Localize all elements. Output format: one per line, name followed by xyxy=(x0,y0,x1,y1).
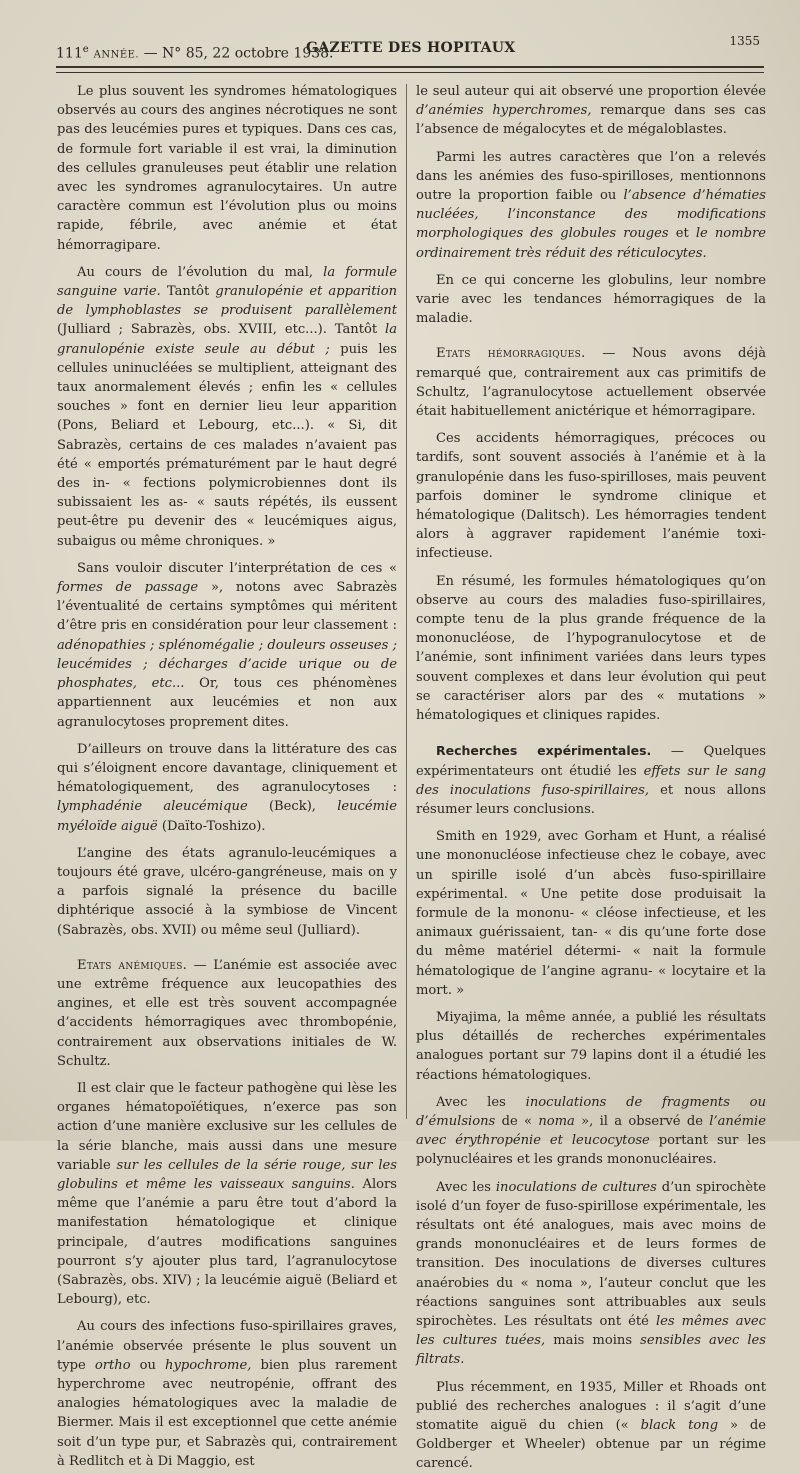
paragraph: Miyajima, la même année, a publié les résultats plus détaillés de recherches expérimentales analogues portant sur 79 lapins dont il a étudié les réactions hématologiques. xyxy=(416,1009,766,1083)
paragraph: Il est clair que le facteur pathogène qui lèse les organes hématopoïétiques, n’exerce pas son action d’une manière exclusive sur les cellules de la série blanche, mais aussi dans une mesure variable sur les cellules de la série rouge, sur les globulins et même les vaisseaux sanguins. Alors même que l’anémie a paru être tout d’abord la manifestation hématologique et clinique principale, d’autres modifications sanguines pourront s’y ajouter plus tard, l’agranulocytose (Sabrazès, obs. XIV) ; la leucémie aiguë (Beliard et Lebourg), etc. xyxy=(57,1080,397,1308)
header-rule-thin xyxy=(56,72,764,73)
paragraph: Ces accidents hémorragiques, précoces ou tardifs, sont souvent associés à l’anémie et à la granulopénie dans les fuso-spirilloses, mais peuvent parfois dominer le syndrome clinique et hématologique (Dalitsch). Les hémorragies tendent alors à aggraver rapidement l’anémie toxi-infectieuse. xyxy=(416,431,766,562)
paragraph: Smith en 1929, avec Gorham et Hunt, a réalisé une mononucléose infectieuse chez le cobaye, avec un spirille isolé d’un abcès fuso-spirillaire expérimental. « Une petite dose produisait la formule de la mononu- « cléose infectieuse, et les animaux guérissaient, tan- « dis qu’une forte dose du même matériel détermi- « nait la formule hématologique de l’angine agranu- « locytaire et la mort. » xyxy=(416,829,766,998)
left-column xyxy=(57,82,397,1471)
column-divider xyxy=(406,84,407,1119)
paragraph: le seul auteur qui ait observé une proportion élevée d’anémies hyperchromes, remarque dans ses cas l’absence de mégalocytes et de mégaloblastes. xyxy=(416,84,766,138)
journal-title: GAZETTE DES HOPITAUX xyxy=(306,40,516,56)
paragraph: Avec les inoculations de fragments ou d’émulsions de « noma », il a observé de l’anémie avec érythropénie et leucocytose portant sur les polynucléaires et les grands mononucléaires. xyxy=(416,1094,766,1168)
issue-word: ANNÉE. xyxy=(93,49,140,61)
section-paragraph: Etats anémiques. — L’anémie est associée avec une extrême fréquence aux leucopathies des angines, et elle est très souvent accompagnée d’accidents hémorragiques avec thrombopénie, contrairement aux observations initiales de W. Schultz. xyxy=(57,957,397,1069)
section-heading: Etats hémorragiques. xyxy=(436,346,586,362)
paragraph: En ce qui concerne les globulins, leur nombre varie avec les tendances hémorragiques de la maladie. xyxy=(416,272,766,327)
paragraph: En résumé, les formules hématologiques qu’on observe au cours des maladies fuso-spirillaires, compte tenu de la plus grande fréquence de la mononucléose, de l’hypogranulocytose et de l’anémie, sont infiniment variées dans leurs types souvent complexes et dans leur évolution qui peut se caractériser alors par des « mutations » hématologiques et cliniques rapides. xyxy=(416,573,766,724)
section-heading: Recherches expérimentales. xyxy=(436,743,652,759)
issue-number: 111 xyxy=(56,45,83,62)
paragraph: Au cours de l’évolution du mal, la formule sanguine varie. Tantôt granulopénie et apparition de lymphoblastes se produisent parallèlement (Julliard ; Sabrazès, obs. XVIII, etc...). Tantôt la granulopénie existe seule au début ; puis les cellules uninucléées se multiplient, atteignant des taux anormalement élevés ; enfin les « cellules souches » font en dernier lieu leur apparition (Pons, Beliard et Lebourg, etc...). « Si, dit Sabrazès, certains de ces malades n’avaient pas été « emportés prématurément par le haut degré des in- « fections polymicrobiennes dont ils subissaient les as- « sauts répétés, ils eussent peut-être pu devenir des « leucémiques aigus, subaigus ou même chroniques. » xyxy=(57,264,398,549)
header-rule-thick xyxy=(56,66,764,68)
section-heading: Etats anémiques. xyxy=(77,957,188,973)
paragraph: Au cours des infections fuso-spirillaires graves, l’anémie observée présente le plus souvent un type ortho ou hypochrome, bien plus rarement hyperchrome avec neutropénie, offrant des analogies hématologiques avec la maladie de Biermer. Mais il est exceptionnel que cette anémie soit d’un type pur, et Sabrazès qui, contrairement à Redlitch et à Di Maggio, est xyxy=(57,1319,397,1469)
page-header xyxy=(56,34,760,64)
issue-info xyxy=(56,44,334,62)
paragraph: Avec les inoculations de cultures d’un spirochète isolé d’un foyer de fuso-spirillose expérimentale, les résultats ont été analogues, mais avec moins de grands mononucléaires et de leurs formes de transition. Des inoculations de diverses cultures anaérobies du « noma », l’auteur conclut que les réactions sanguines sont attribuables aux seuls spirochètes. Les résultats ont été les mêmes avec les cultures tuées, mais moins sensibles avec les filtrats. xyxy=(416,1179,766,1368)
issue-date: — N° 85, 22 octobre 1938. xyxy=(143,45,334,62)
paragraph: Plus récemment, en 1935, Miller et Rhoads ont publié des recherches analogues : il s’agit d’une stomatite aiguë du chien (« black tong » de Goldberger et Wheeler) obtenue par un régime carencé. xyxy=(416,1379,766,1472)
paragraph: Parmi les autres caractères que l’on a relevés dans les anémies des fuso-spirilloses, mentionnons outre la proportion faible ou l’absence d’hématies nucléées, l’inconstance des modifications morphologiques des globules rouges et le nombre ordinairement très réduit des réticulocytes. xyxy=(416,149,766,261)
issue-superscript: e xyxy=(82,44,90,55)
paragraph: L’angine des états agranulo-leucémiques a toujours été grave, ulcéro-gangréneuse, mais on y a parfois signalé la présence du bacille diphtérique associé à la symbiose de Vincent (Sabrazès, obs. XVII) ou même seul (Julliard). xyxy=(57,845,397,938)
paragraph: Sans vouloir discuter l’interprétation de ces « formes de passage », notons avec Sabrazès l’éventualité de certains symptômes qui méritent d’être pris en considération pour leur classement : adénopathies ; splénomégalie ; douleurs osseuses ; leucémides ; décharges d’acide urique ou de phosphates, etc... Or, tous ces phénomènes appartiennent aux leucémies et non aux agranulocytoses proprement dites. xyxy=(57,560,397,730)
right-column xyxy=(416,82,766,1474)
paragraph: D’ailleurs on trouve dans la littérature des cas qui s’éloignent encore davantage, cliniquement et hématologiquement, des agranulocytoses : lymphadénie aleucémique (Beck), leucémie myéloïde aiguë (Daïto-Toshizo). xyxy=(57,741,397,834)
section-paragraph: Etats hémorragiques. — Nous avons déjà remarqué que, contrairement aux cas primitifs de Schultz, l’agranulocytose actuellement observée était habituellement anictérique et hémorragipare. xyxy=(416,346,767,420)
page-number: 1355 xyxy=(729,34,760,48)
paragraph: Le plus souvent les syndromes hématologiques observés au cours des angines nécrotiques ne sont pas des leucémies pures et typiques. Dans ces cas, de formule fort variable il est vrai, la diminution des cellules granuleuses peut établir une relation avec les syndromes agranulocytaires. Un autre caractère commun est l’évolution plus ou moins rapide, fébrile, avec anémie et état hémorragipare. xyxy=(57,84,397,253)
section-paragraph: Recherches expérimentales. — Quelques expérimentateurs ont étudié les effets sur le sang des inoculations fuso-spirillaires, et nous allons résumer leurs conclusions. xyxy=(416,743,766,817)
